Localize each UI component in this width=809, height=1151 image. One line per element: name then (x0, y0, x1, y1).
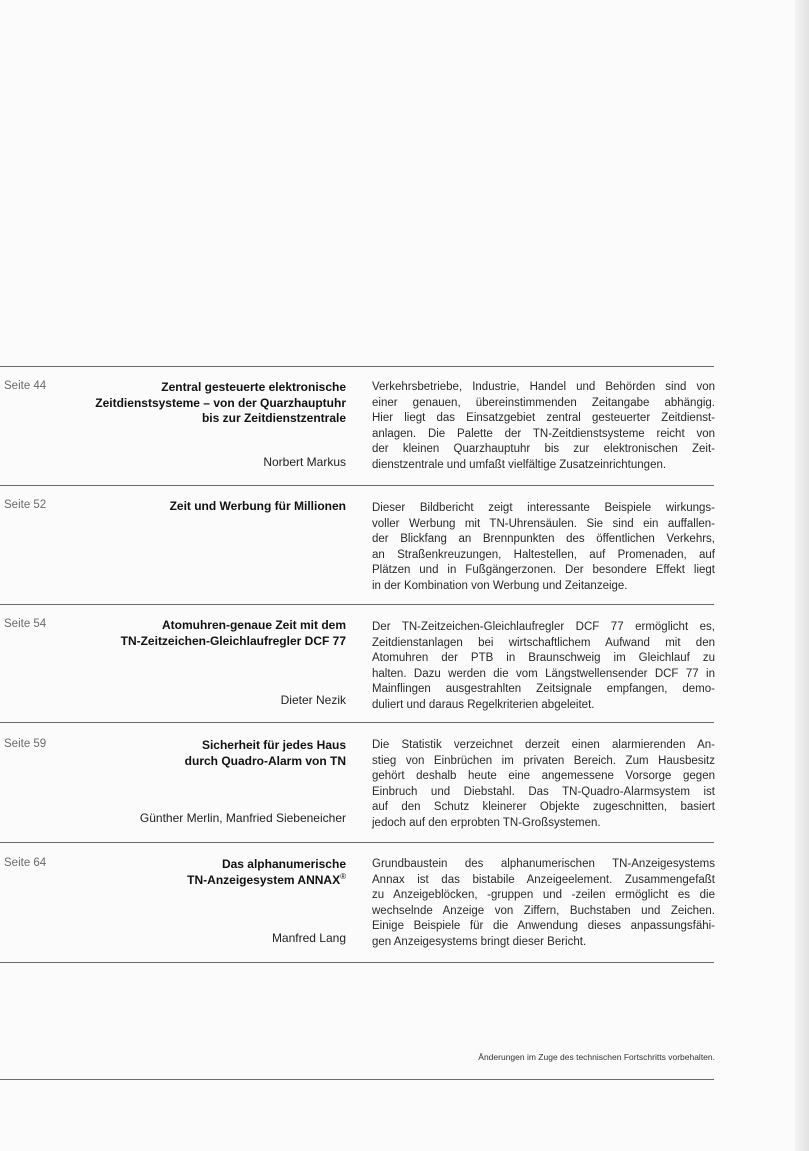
summary-line: Plätzen und in Fußgängerzonen. Der besondere Effekt liegt (372, 564, 715, 577)
title-line-text: TN-Anzeigesystem ANNAX (187, 872, 341, 887)
summary-line: gehört deshalb heute eine angemessene Vorsorge gegen (372, 770, 715, 783)
summary-line: Mainflingen ausgestrahlten Zeitsignale empfangen, demo- (372, 683, 715, 696)
article-author: Dieter Nezik (280, 693, 346, 707)
page-ref: Seite 52 (4, 499, 47, 511)
page-ref: Seite 59 (4, 738, 47, 750)
article-title (72, 857, 346, 888)
summary-line: Atomuhren der PTB in Braunschweig im Gleichlauf zu (372, 652, 715, 665)
article-author: Norbert Markus (263, 455, 346, 469)
summary-line: voller Werbung mit TN-Uhrensäulen. Sie sind ein auffallen- (372, 517, 715, 530)
summary-line: der kleinen Quarzhauptuhr bis zur elektronischen Zeit- (372, 443, 715, 456)
summary-line: Einige Beispiele für die Anwendung dieses anpassungsfähi- (372, 920, 715, 933)
summary-line: in der Kombination von Werbung und Zeitanzeige. (372, 579, 628, 592)
article-summary (372, 620, 715, 714)
summary-line: Verkehrsbetriebe, Industrie, Handel und Behörden sind von (372, 381, 715, 393)
summary-line: halten. Dazu werden die vom Längstwellensender DCF 77 in (372, 667, 715, 680)
summary-line: wechselnde Anzeige von Ziffern, Buchstaben und Zeichen. (372, 904, 715, 917)
summary-line: Dieser Bildbericht zeigt interessante Beispiele wirkungs- (372, 502, 715, 514)
summary-line: anlagen. Die Palette der TN-Zeitdienstsysteme reicht von (372, 427, 715, 440)
title-line: TN-Zeitzeichen-Gleichlaufregler DCF 77 (120, 633, 346, 648)
article-summary (372, 501, 715, 595)
toc-entry (0, 380, 714, 480)
title-line: Sicherheit für jedes Haus (201, 738, 346, 752)
divider-rule (0, 485, 714, 486)
divider-rule (0, 842, 714, 843)
summary-line: auf den Schutz kleinerer Objekte zugeschnitten, basiert (372, 801, 715, 814)
page-ref: Seite 44 (4, 380, 47, 392)
article-title (72, 380, 346, 427)
divider-rule (0, 1079, 714, 1080)
summary-line: Der TN-Zeitzeichen-Gleichlaufregler DCF 77 ermöglicht es, (372, 621, 715, 633)
divider-rule (0, 366, 714, 367)
article-summary (372, 738, 715, 832)
article-summary (372, 380, 715, 474)
registered-mark: ® (340, 871, 346, 881)
toc-entry (0, 499, 714, 599)
page-ref: Seite 64 (4, 857, 47, 869)
summary-line: Annax ist das bistabile Anzeigeelement. Zusammengefaßt (372, 873, 715, 886)
summary-line: Die Statistik verzeichnet derzeit einen alarmierenden An- (372, 739, 715, 751)
article-title (72, 499, 346, 515)
title-line (72, 873, 346, 889)
title-line: Das alphanumerische (221, 857, 346, 871)
title-line: Zeit und Werbung für Millionen (169, 499, 346, 513)
summary-line: einer genauen, übereinstimmenden Zeitangabe abhängig. (372, 396, 715, 409)
article-author: Günther Merlin, Manfried Siebeneicher (139, 811, 346, 825)
toc-entry (0, 738, 714, 838)
divider-rule (0, 604, 714, 605)
toc-entry (0, 618, 714, 718)
summary-line: jedoch auf den erprobten TN-Großsystemen. (372, 816, 601, 829)
summary-line: Grundbaustein des alphanumerischen TN-Anzeigesystems (372, 858, 715, 870)
page-edge-shadow (795, 0, 809, 1151)
summary-line: dienstzentrale und umfaßt vielfältige Zusatzeinrichtungen. (372, 458, 667, 471)
summary-line: der Blickfang an Brennpunkten des öffentlichen Verkehrs, (372, 533, 715, 546)
footnote: Änderungen im Zuge des technischen Fortschritts vorbehalten. (478, 1052, 715, 1062)
summary-line: Zeitdienstanlagen bei wirtschaftlichem Aufwand mit den (372, 636, 715, 649)
title-line: Atomuhren-genaue Zeit mit dem (161, 618, 346, 632)
title-line: Zeitdienstsysteme – von der Quarzhauptuhr (95, 395, 346, 410)
divider-rule (0, 962, 714, 963)
summary-line: Einbruch und Diebstahl. Das TN-Quadro-Alarmsystem ist (372, 785, 715, 798)
divider-rule (0, 722, 714, 723)
article-author: Manfred Lang (271, 931, 346, 945)
article-title (72, 618, 346, 649)
article-title (72, 738, 346, 769)
summary-line: Hier liegt das Einsatzgebiet zentral gesteuerter Zeitdienst- (372, 412, 715, 425)
summary-line: zu Anzeigeblöcken, -gruppen und -zeilen ermöglicht es die (372, 889, 715, 902)
title-line: durch Quadro-Alarm von TN (184, 753, 346, 768)
summary-line: gen Anzeigesystems bringt dieser Bericht. (372, 935, 587, 948)
title-line: bis zur Zeitdienstzentrale (201, 411, 346, 426)
summary-line: duliert und daraus Regelkriterien abgeleitet. (372, 698, 595, 711)
page-ref: Seite 54 (4, 618, 47, 630)
toc-entry (0, 857, 714, 957)
article-summary (372, 857, 715, 951)
title-line: Zentral gesteuerte elektronische (161, 380, 346, 394)
summary-line: an Straßenkreuzungen, Haltestellen, auf Promenaden, auf (372, 548, 715, 561)
summary-line: stieg von Einbrüchen im privaten Bereich. Zum Hausbesitz (372, 754, 715, 767)
